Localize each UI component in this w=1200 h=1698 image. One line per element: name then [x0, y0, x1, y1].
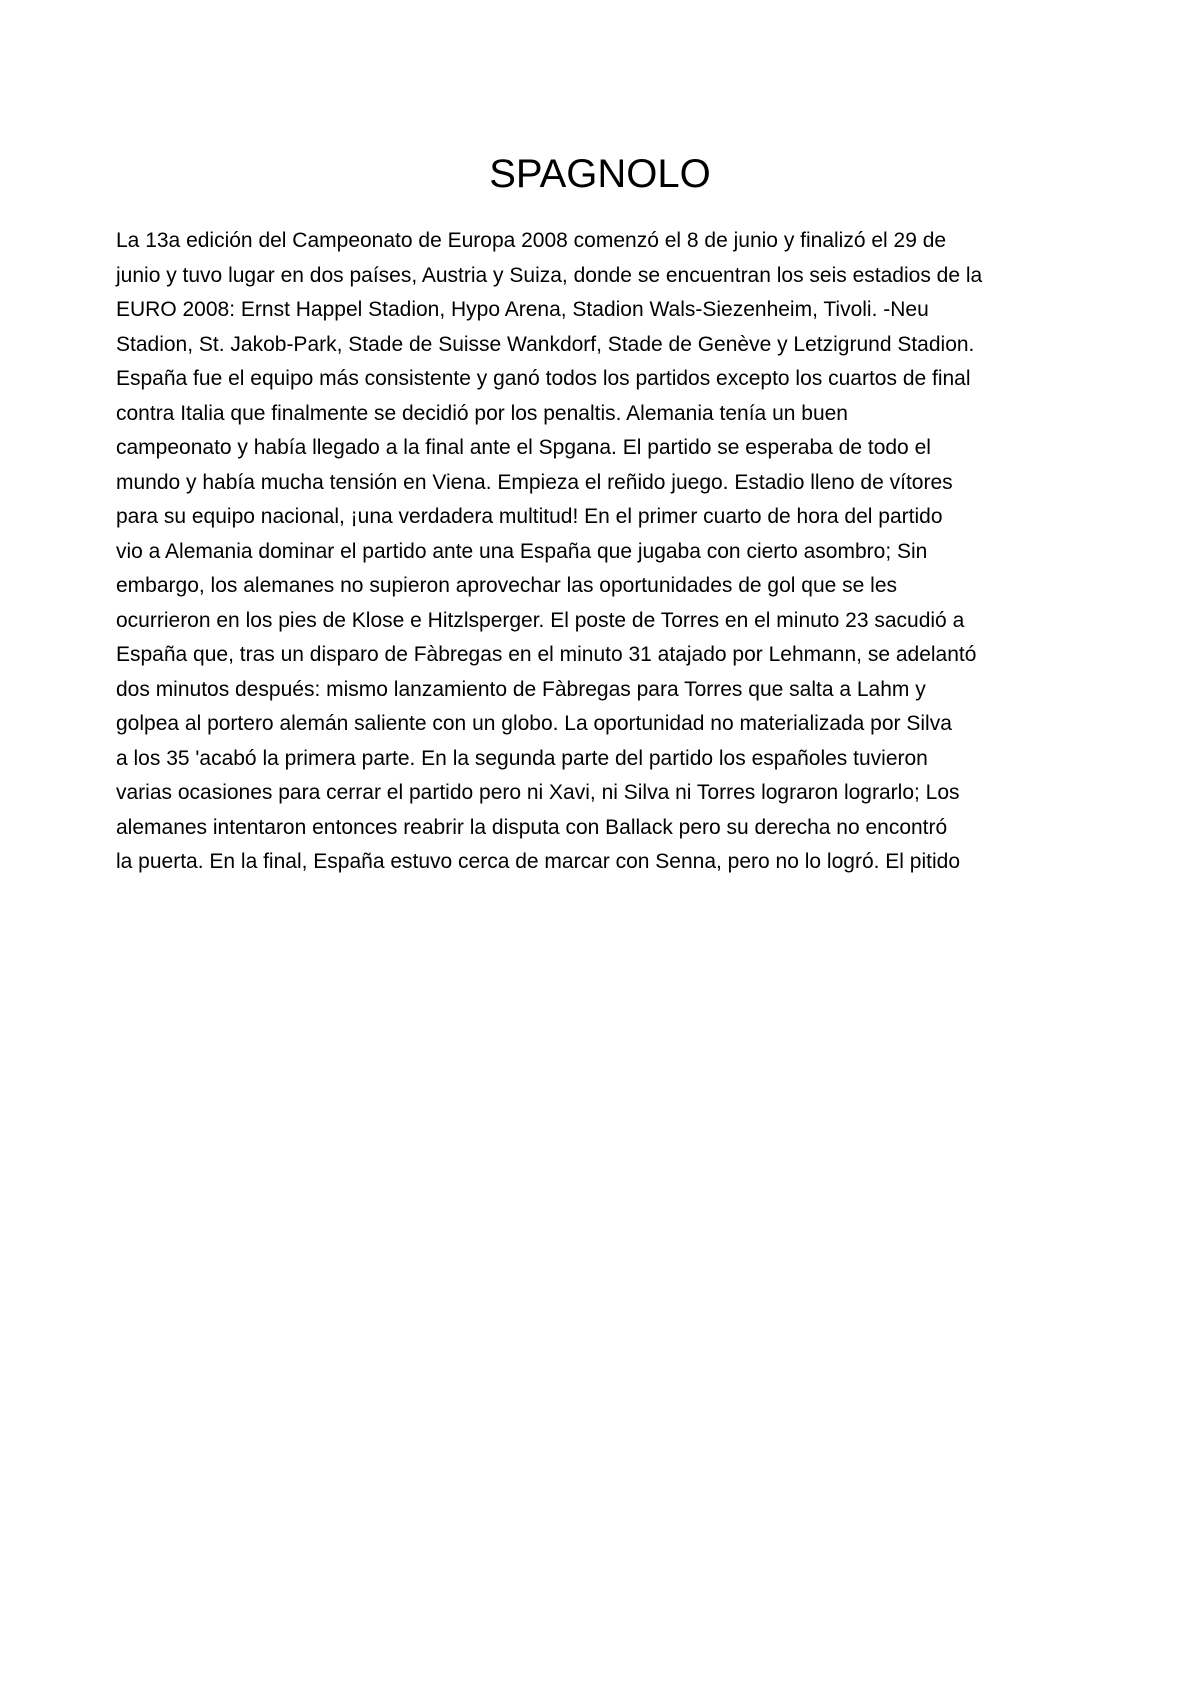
body-line: La 13a edición del Campeonato de Europa 2008 comenzó el 8 de junio y finalizó el 29 de: [116, 229, 947, 252]
body-line: para su equipo nacional, ¡una verdadera multitud! En el primer cuarto de hora del partido: [116, 505, 943, 528]
document-body: [116, 224, 1096, 880]
document-title: SPAGNOLO: [489, 152, 711, 196]
body-line: a los 35 'acabó la primera parte. En la segunda parte del partido los españoles tuvieron: [116, 746, 928, 770]
body-line: dos minutos después: mismo lanzamiento de Fàbregas para Torres que salta a Lahm y: [116, 677, 926, 701]
body-line: mundo y había mucha tensión en Viena. Empieza el reñido juego. Estadio lleno de vítores: [116, 470, 953, 494]
body-line: varias ocasiones para cerrar el partido pero ni Xavi, ni Silva ni Torres lograron lograrlo; Los: [116, 781, 960, 804]
body-line: España fue el equipo más consistente y ganó todos los partidos excepto los cuartos de final: [116, 367, 971, 390]
body-line: EURO 2008: Ernst Happel Stadion, Hypo Arena, Stadion Wals-Siezenheim, Tivoli. -Neu: [116, 298, 929, 321]
body-line: Stadion, St. Jakob-Park, Stade de Suisse Wankdorf, Stade de Genève y Letzigrund Stadion.: [116, 332, 975, 356]
body-line: España que, tras un disparo de Fàbregas en el minuto 31 atajado por Lehmann, se adelantó: [116, 643, 977, 666]
body-line: contra Italia que finalmente se decidió por los penaltis. Alemania tenía un buen: [116, 401, 848, 425]
body-line: alemanes intentaron entonces reabrir la disputa con Ballack pero su derecha no encontró: [116, 815, 948, 839]
body-line: la puerta. En la final, España estuvo cerca de marcar con Senna, pero no lo logró. El pitido: [116, 850, 960, 873]
body-line: golpea al portero alemán saliente con un globo. La oportunidad no materializada por Silva: [116, 712, 952, 735]
body-line: junio y tuvo lugar en dos países, Austria y Suiza, donde se encuentran los seis estadios de la: [116, 263, 983, 287]
body-line: vio a Alemania dominar el partido ante una España que jugaba con cierto asombro; Sin: [116, 539, 928, 563]
body-line: ocurrieron en los pies de Klose e Hitzlsperger. El poste de Torres en el minuto 23 sacudió a: [116, 608, 965, 632]
body-line: campeonato y había llegado a la final ante el Spgana. El partido se esperaba de todo el: [116, 436, 931, 459]
body-line: embargo, los alemanes no supieron aprovechar las oportunidades de gol que se les: [116, 574, 897, 597]
